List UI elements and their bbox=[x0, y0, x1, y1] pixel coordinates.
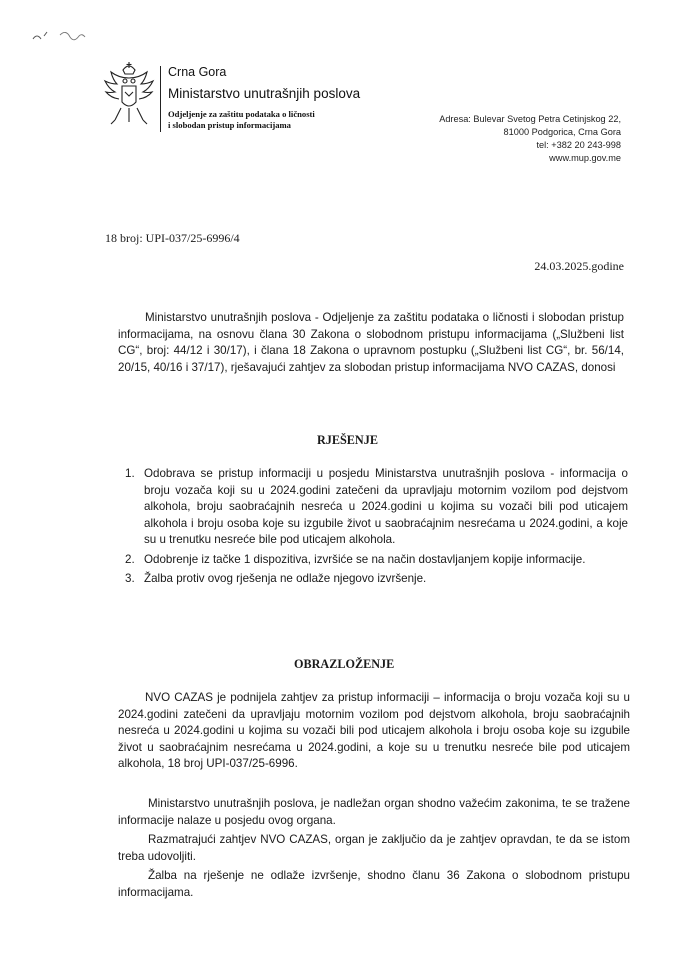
department-line-2: i slobodan pristup informacijama bbox=[168, 120, 291, 130]
decision-item-text: Odobrava se pristup informaciji u posjedu Ministarstva unutrašnjih poslova - informacija o broju vozača koji su u 2024.godini zatečeni da upravljaju motornim vozilom pod dejstvom alkohola, broju saobraćajnih nesreća u 2024.godini u kojima su vozači bili pod uticajem alkohola i broju osoba koje su izgubile život u saobraćajnim nesrećama u 2024.godini, a koje su u trenutku nesreće bile pod uticajem alkohola. bbox=[144, 467, 628, 546]
reasoning-paragraph-4: Žalba na rješenje ne odlaže izvršenje, shodno članu 36 Zakona o slobodnom pristupu informacijama. bbox=[118, 869, 630, 899]
decision-item bbox=[125, 466, 628, 549]
decision-heading: RJEŠENJE bbox=[317, 433, 378, 447]
decision-item bbox=[125, 571, 628, 588]
country-name: Crna Gora bbox=[168, 65, 227, 79]
decision-item-text: Odobrenje iz tačke 1 dispozitiva, izvršiće se na način dostavljanjem kopije informacije. bbox=[144, 552, 586, 566]
decision-item bbox=[125, 552, 628, 569]
phone-number: tel: +382 20 243-998 bbox=[536, 140, 621, 150]
coat-of-arms-icon bbox=[101, 60, 157, 130]
document-date: 24.03.2025.godine bbox=[534, 259, 624, 273]
address-line-2: 81000 Podgorica, Crna Gora bbox=[503, 127, 621, 137]
header-divider bbox=[160, 66, 161, 132]
reasoning-paragraph-2: Ministarstvo unutrašnjih poslova, je nadležan organ shodno važećim zakonima, te se tražene informacije nalaze u posjedu ovog organa. bbox=[118, 797, 630, 827]
website-link[interactable]: www.mup.gov.me bbox=[549, 153, 621, 163]
decision-item-number: 3. bbox=[125, 572, 135, 585]
reference-number: 18 broj: UPI-037/25-6996/4 bbox=[105, 231, 240, 245]
ministry-name: Ministarstvo unutrašnjih poslova bbox=[168, 86, 361, 101]
decision-list bbox=[125, 466, 628, 591]
address-line-1: Adresa: Bulevar Svetog Petra Cetinjskog 22, bbox=[439, 114, 621, 124]
reasoning-paragraph-1: NVO CAZAS je podnijela zahtjev za pristup informaciji – informacija o broju vozača koji su u 2024.godini zatečeni da upravljaju motornim vozilom pod dejstvom alkohola, broju saobraćajnih nesreća u 2024.godini u kojima su vozači bili pod uticajem alkohola i broju osoba koje su izgubile život u saobraćajnim nesrećama u 2024.godini, a koje su u trenutku nesreće bile pod uticajem alkohola, 18 broj UPI-037/25-6996. bbox=[118, 691, 630, 770]
decision-item-number: 2. bbox=[125, 552, 135, 566]
department-line-1: Odjeljenje za zaštitu podataka o ličnosti bbox=[168, 109, 315, 119]
intro-paragraph: Ministarstvo unutrašnjih poslova - Odjeljenje za zaštitu podataka o ličnosti i slobodan pristup informacijama, na osnovu člana 30 Zakona o slobodnom pristupu informacijama („Službeni list CG“, broj: 44/12 i 30/17), i člana 18 Zakona o upravnom postupku („Službeni list CG“, br. 56/14, 20/15, 40/16 i 37/17), rješavajući zahtjev za slobodan pristup informacijama NVO CAZAS, donosi bbox=[118, 311, 624, 374]
reasoning-paragraph-3: Razmatrajući zahtjev NVO CAZAS, organ je zaključio da je zahtjev opravdan, te da se istom treba udovoljiti. bbox=[118, 833, 630, 863]
decision-item-text: Žalba protiv ovog rješenja ne odlaže njegovo izvršenje. bbox=[144, 572, 427, 585]
decision-item-number: 1. bbox=[125, 467, 135, 480]
reasoning-heading: OBRAZLOŽENJE bbox=[294, 657, 395, 671]
handwritten-mark bbox=[30, 26, 90, 46]
